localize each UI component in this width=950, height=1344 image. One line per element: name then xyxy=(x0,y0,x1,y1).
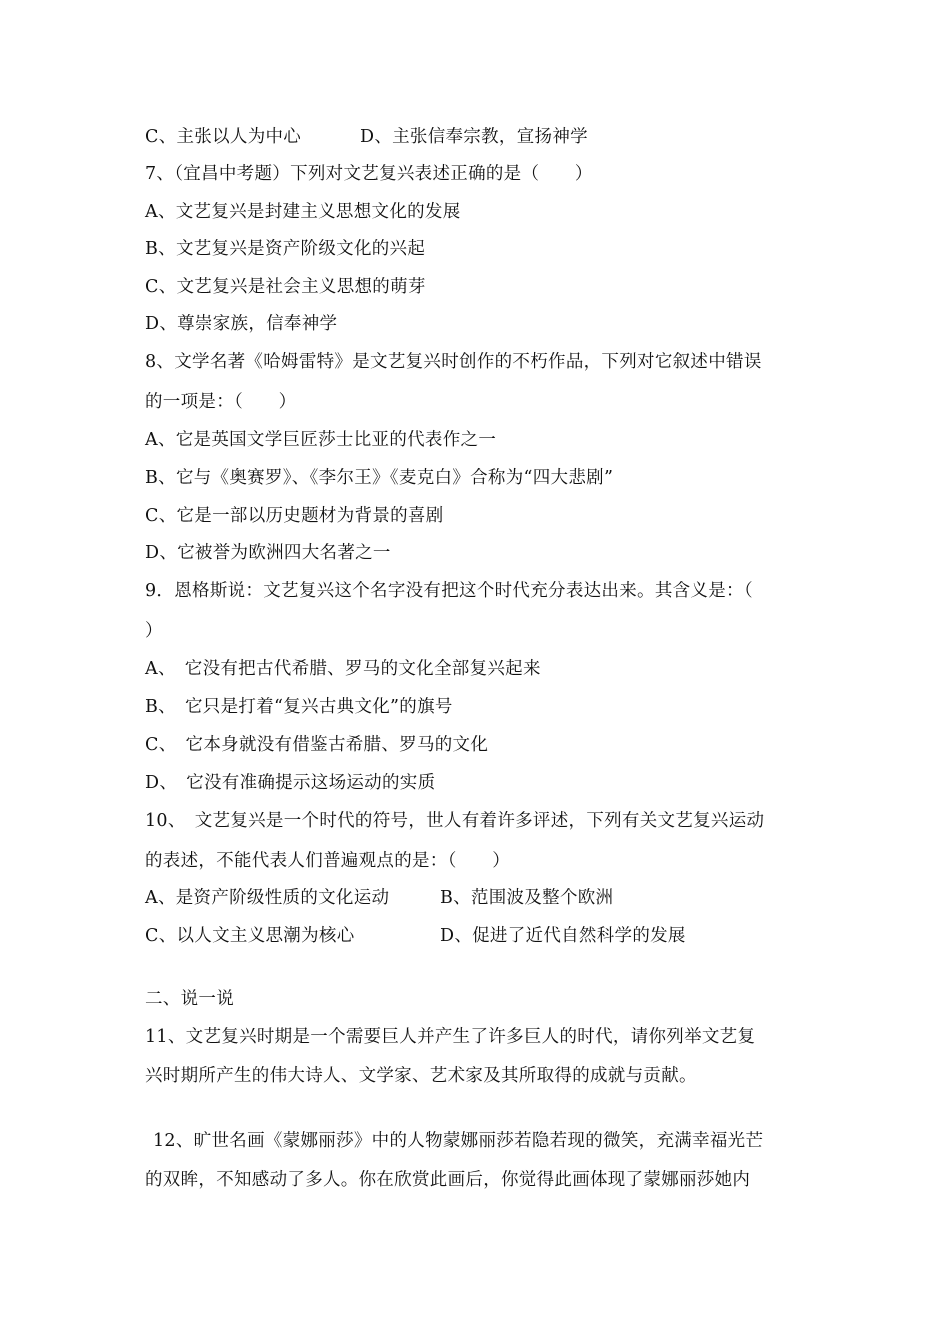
q6-option-d: D、主张信奉宗教，宣扬神学 xyxy=(360,127,588,147)
q12-line2: 的双眸，不知感动了多人。你在欣赏此画后，你觉得此画体现了蒙娜丽莎她内 xyxy=(145,1170,751,1190)
q9-option-d: D、 它没有准确提示这场运动的实质 xyxy=(145,773,436,793)
q10-options-row1 xyxy=(145,885,614,911)
q6-options-row xyxy=(145,124,588,150)
q10-option-a: A、是资产阶级性质的文化运动 xyxy=(145,888,390,908)
q10-stem-line1: 10、 文艺复兴是一个时代的符号，世人有着许多评述，下列有关文艺复兴运动 xyxy=(145,811,765,831)
q12-line1: 12、旷世名画《蒙娜丽莎》中的人物蒙娜丽莎若隐若现的微笑，充满幸福光芒 xyxy=(153,1131,764,1151)
q9-option-c: C、 它本身就没有借鉴古希腊、罗马的文化 xyxy=(145,735,489,755)
q7-option-c: C、文艺复兴是社会主义思想的萌芽 xyxy=(145,277,426,297)
section-heading: 二、说一说 xyxy=(145,989,234,1009)
q9-stem-line2: ） xyxy=(145,621,163,641)
q8-stem-line2: 的一项是：（ ） xyxy=(145,392,297,412)
q11-line1: 11、文艺复兴时期是一个需要巨人并产生了许多巨人的时代，请你列举文艺复 xyxy=(145,1027,756,1047)
q9-option-b: B、 它只是打着“复兴古典文化”的旗号 xyxy=(145,697,453,717)
q8-option-b: B、它与《奥赛罗》、《李尔王》《麦克白》合称为“四大悲剧” xyxy=(145,468,614,488)
q6-option-c: C、主张以人为中心 xyxy=(145,127,302,147)
q7-stem: 7、（宜昌中考题）下列对文艺复兴表述正确的是（ ） xyxy=(145,164,593,184)
q7-option-a: A、文艺复兴是封建主义思想文化的发展 xyxy=(145,202,461,222)
q7-option-b: B、文艺复兴是资产阶级文化的兴起 xyxy=(145,239,426,259)
q10-option-b: B、范围波及整个欧洲 xyxy=(440,888,614,908)
q10-stem-line2: 的表述，不能代表人们普遍观点的是：（ ） xyxy=(145,851,511,871)
q10-option-d: D、促进了近代自然科学的发展 xyxy=(440,926,686,946)
q11-line2: 兴时期所产生的伟大诗人、文学家、艺术家及其所取得的成就与贡献。 xyxy=(145,1066,697,1086)
q9-option-a: A、 它没有把古代希腊、罗马的文化全部复兴起来 xyxy=(145,659,541,679)
q8-option-d: D、它被誉为欧洲四大名著之一 xyxy=(145,543,391,563)
q9-stem-line1: 9．恩格斯说：文艺复兴这个名字没有把这个时代充分表达出来。其含义是：（ xyxy=(145,581,753,601)
q10-options-row2 xyxy=(145,923,686,949)
q8-option-a: A、它是英国文学巨匠莎士比亚的代表作之一 xyxy=(145,430,497,450)
q7-option-d: D、尊崇家族，信奉神学 xyxy=(145,314,338,334)
q8-option-c: C、它是一部以历史题材为背景的喜剧 xyxy=(145,506,444,526)
q8-stem-line1: 8、文学名著《哈姆雷特》是文艺复兴时创作的不朽作品，下列对它叙述中错误 xyxy=(145,352,762,372)
q10-option-c: C、以人文主义思潮为核心 xyxy=(145,926,355,946)
